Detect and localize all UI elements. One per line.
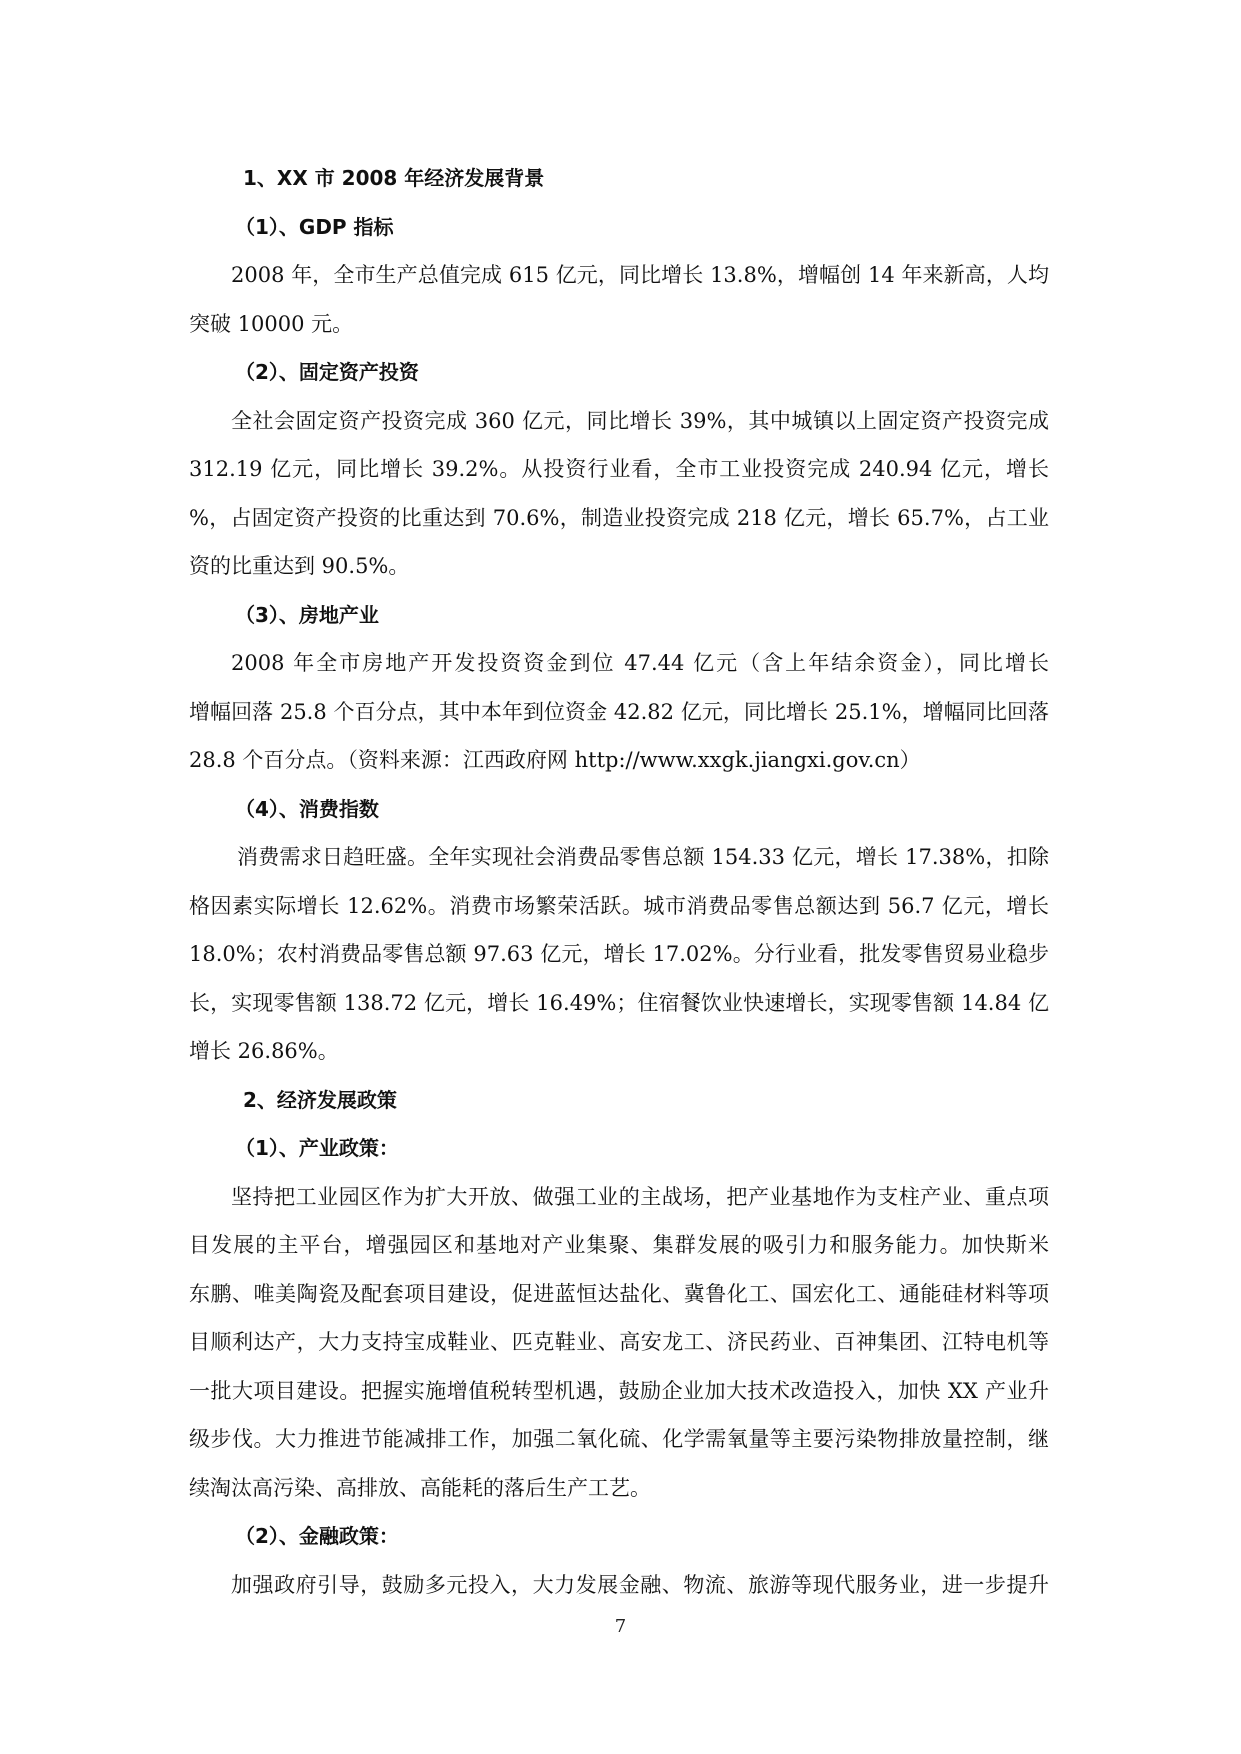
paragraph-line: 一批大项目建设。把握实施增值税转型机遇，鼓励企业加大技术改造投入，加快 XX 产业升: [189, 1378, 1049, 1403]
paragraph-line: 坚持把工业园区作为扩大开放、做强工业的主战场，把产业基地作为支柱产业、重点项: [231, 1184, 1049, 1209]
paragraph-line: 东鹏、唯美陶瓷及配套项目建设，促进蓝恒达盐化、冀鲁化工、国宏化工、通能硅材料等项: [189, 1281, 1049, 1306]
paragraph-line: 级步伐。大力推进节能减排工作，加强二氧化硫、化学需氧量等主要污染物排放量控制，继: [189, 1427, 1049, 1451]
paragraph-line: 2008 年全市房地产开发投资资金到位 47.44 亿元（含上年结余资金），同比增长: [231, 651, 1049, 675]
paragraph-line: 目发展的主平台，增强园区和基地对产业集聚、集群发展的吸引力和服务能力。加快斯米: [189, 1233, 1049, 1257]
paragraph-line: 2008 年，全市生产总值完成 615 亿元，同比增长 13.8%，增幅创 14 年来新高，人均: [231, 263, 1049, 287]
section-heading: （2）、金融政策：: [235, 1524, 399, 1548]
paragraph-line: 长，实现零售额 138.72 亿元，增长 16.49%；住宿餐饮业快速增长，实现零售额 14.84 亿: [189, 990, 1049, 1015]
paragraph-line: 增幅回落 25.8 个百分点，其中本年到位资金 42.82 亿元，同比增长 25.1%，增幅同比回落: [189, 699, 1049, 724]
paragraph-line: 全社会固定资产投资完成 360 亿元，同比增长 39%，其中城镇以上固定资产投资完成: [231, 408, 1049, 433]
paragraph-line: 格因素实际增长 12.62%。消费市场繁荣活跃。城市消费品零售总额达到 56.7 亿元，增长: [189, 893, 1049, 918]
section-heading: （1）、GDP 指标: [235, 214, 394, 239]
paragraph-line: 目顺利达产，大力支持宝成鞋业、匹克鞋业、高安龙工、济民药业、百神集团、江特电机等: [189, 1330, 1049, 1354]
section-heading: （1）、产业政策：: [235, 1136, 399, 1160]
section-heading: 1、XX 市 2008 年经济发展背景: [243, 166, 545, 190]
section-heading: 2、经济发展政策: [243, 1087, 397, 1112]
paragraph-line: 续淘汰高污染、高排放、高能耗的落后生产工艺。: [189, 1475, 651, 1500]
paragraph-line: 增长 26.86%。: [189, 1039, 339, 1063]
paragraph-line: 消费需求日趋旺盛。全年实现社会消费品零售总额 154.33 亿元，增长 17.38%，扣除: [237, 845, 1049, 869]
paragraph-line: 28.8 个百分点。（资料来源：江西政府网 http://www.xxgk.jiangxi.gov.cn）: [189, 748, 921, 772]
page-number: 7: [614, 1616, 627, 1637]
paragraph-line: 资的比重达到 90.5%。: [189, 554, 410, 578]
paragraph-line: 加强政府引导，鼓励多元投入，大力发展金融、物流、旅游等现代服务业，进一步提升: [231, 1572, 1049, 1597]
paragraph-line: 18.0%；农村消费品零售总额 97.63 亿元，增长 17.02%。分行业看，批发零售贸易业稳步: [189, 942, 1049, 966]
document-body: [189, 154, 1049, 1609]
section-heading: （4）、消费指数: [235, 796, 379, 821]
section-heading: （3）、房地产业: [235, 602, 379, 627]
paragraph-line: 312.19 亿元，同比增长 39.2%。从投资行业看，全市工业投资完成 240.94 亿元，增长: [189, 457, 1049, 481]
section-heading: （2）、固定资产投资: [235, 360, 419, 384]
paragraph-line: %，占固定资产投资的比重达到 70.6%，制造业投资完成 218 亿元，增长 65.7%，占工业: [189, 505, 1049, 530]
paragraph-line: 突破 10000 元。: [189, 311, 354, 336]
